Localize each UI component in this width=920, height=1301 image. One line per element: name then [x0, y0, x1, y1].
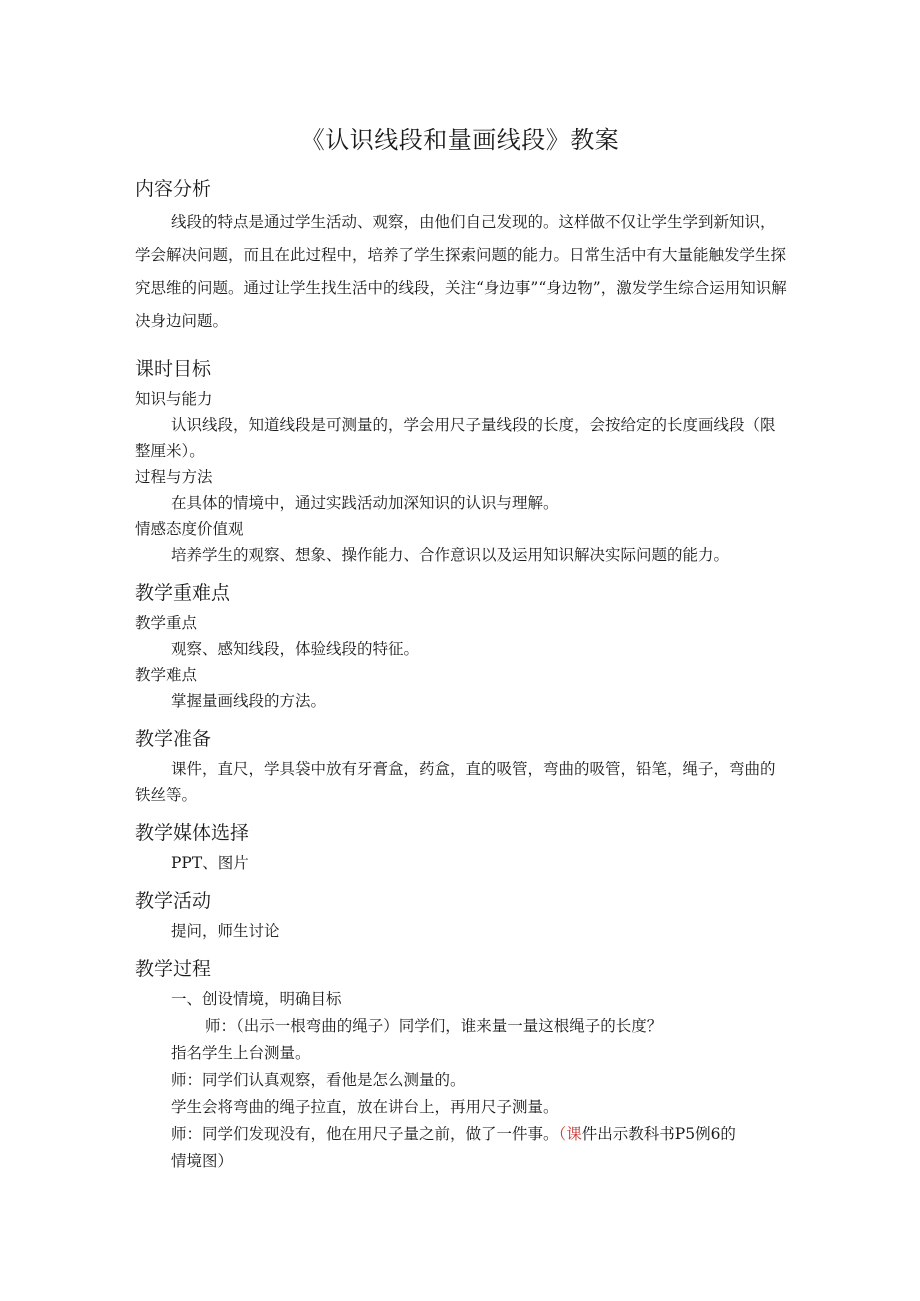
- document-title: 《认识线段和量画线段》教案: [300, 126, 620, 154]
- section-heading: 教学活动: [135, 890, 212, 912]
- process-line-tail: 件出示教科书P5例6的: [581, 1125, 736, 1143]
- section-heading: 教学准备: [135, 728, 212, 750]
- section-heading: 内容分析: [135, 178, 212, 200]
- analysis-paragraph: 线段的特点是通过学生活动、观察，由他们自己发现的。这样做不仅让学生学到新知识，学会解决问题，而且在此过程中，培养了学生探索问题的能力。日常生活中有大量能触发学生探究思维的问题。通过让学生找生活中的线段，关注“身边事”“身边物”，激发学生综合运用知识解决身边问题。: [135, 213, 787, 330]
- section-heading: 课时目标: [135, 358, 212, 380]
- activity-text: 提问，师生讨论: [171, 922, 280, 940]
- goal-text: 培养学生的观察、想象、操作能力、合作意识以及运用知识解决实际问题的能力。: [171, 546, 730, 564]
- goal-label: 知识与能力: [135, 390, 213, 408]
- section-heading: 教学媒体选择: [135, 822, 250, 844]
- goal-label: 过程与方法: [135, 468, 213, 486]
- key-point-label: 教学难点: [135, 666, 198, 684]
- process-line: 师：同学们认真观察，看他是怎么测量的。: [171, 1071, 466, 1089]
- process-line-main: 师：同学们发现没有，他在用尺子量之前，做了一件事。: [171, 1125, 559, 1143]
- process-line: 师：（出示一根弯曲的绳子）同学们，谁来量一量这根绳子的长度？: [205, 1017, 663, 1035]
- key-point-text: 掌握量画线段的方法。: [171, 692, 327, 710]
- process-line-red: （课: [558, 1125, 582, 1143]
- goal-text: 认识线段，知道线段是可测量的，学会用尺子量线段的长度，会按给定的长度画线段（限整厘米）。: [135, 416, 776, 460]
- preparation-text: 课件，直尺，学具袋中放有牙膏盒，药盒，直的吸管，弯曲的吸管，铅笔，绳子，弯曲的铁丝等。: [135, 760, 776, 804]
- key-point-label: 教学重点: [135, 614, 198, 632]
- section-heading: 教学过程: [135, 958, 212, 980]
- goal-text: 在具体的情境中，通过实践活动加深知识的认识与理解。: [171, 494, 559, 512]
- process-line: 学生会将弯曲的绳子拉直，放在讲台上，再用尺子测量。: [171, 1098, 559, 1116]
- section-media: [135, 816, 790, 876]
- section-heading: 教学重难点: [135, 582, 231, 604]
- document-body: [135, 172, 790, 1183]
- process-line: [135, 1121, 790, 1148]
- section-process: [135, 952, 790, 1175]
- process-line: 指名学生上台测量。: [171, 1044, 311, 1062]
- key-point-text: 观察、感知线段，体验线段的特征。: [171, 640, 420, 658]
- process-line: 情境图）: [171, 1152, 234, 1170]
- section-activity: [135, 884, 790, 944]
- section-key-points: [135, 576, 790, 714]
- section-goals: [135, 352, 790, 568]
- section-analysis: [135, 172, 790, 338]
- section-preparation: [135, 722, 790, 808]
- media-text: PPT、图片: [171, 854, 249, 872]
- goal-label: 情感态度价值观: [135, 520, 244, 538]
- process-step-heading: 一、创设情境，明确目标: [171, 990, 342, 1008]
